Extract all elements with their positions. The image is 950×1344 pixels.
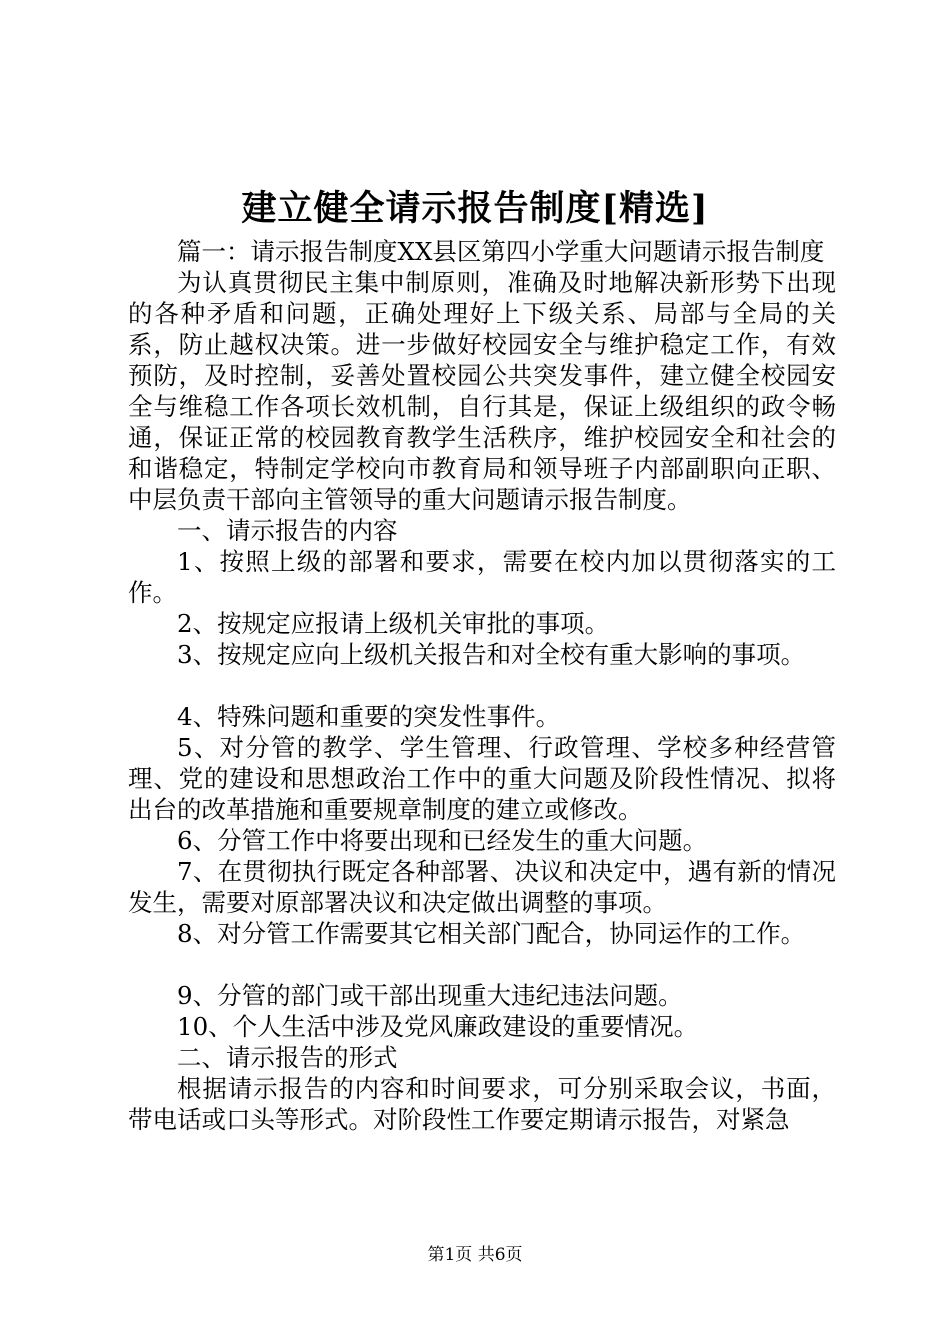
section-heading-content: 一、请示报告的内容	[177, 516, 398, 545]
document-body	[128, 236, 836, 1135]
paragraph-intro: 为认真贯彻民主集中制原则，准确及时地解决新形势下出现的各种矛盾和问题，正确处理好上下级关系、局部与全局的关系，防止越权决策。进一步做好校园安全与维护稳定工作，有效预防，及时控制，妥善处置校园公共突发事件，建立健全校园安全与维稳工作各项长效机制，自行其是，保证上级组织的政令畅通，保证正常的校园教育教学生活秩序，维护校园安全和社会的和谐稳定，特制定学校向市教育局和领导班子内部副职向正职、中层负责干部向主管领导的重大问题请示报告制度。	[128, 268, 836, 514]
document-title: 建立健全请示报告制度[精选]	[241, 188, 709, 229]
list-item-1: 1、按照上级的部署和要求，需要在校内加以贯彻落实的工作。	[128, 547, 836, 607]
blank-line	[128, 670, 836, 701]
section-heading-form: 二、请示报告的形式	[177, 1043, 398, 1072]
list-item-3: 3、按规定应向上级机关报告和对全校有重大影响的事项。	[177, 640, 806, 669]
blank-line	[128, 949, 836, 980]
list-item-8: 8、对分管工作需要其它相关部门配合，协同运作的工作。	[177, 919, 806, 948]
paragraph-form-description: 根据请示报告的内容和时间要求，可分别采取会议，书面，带电话或口头等形式。对阶段性工作要定期请示报告，对紧急	[128, 1074, 836, 1134]
list-item-5: 5、对分管的教学、学生管理、行政管理、学校多种经营管理、党的建设和思想政治工作中的重大问题及阶段性情况、拟将出台的改革措施和重要规章制度的建立或修改。	[128, 733, 836, 824]
list-item-7: 7、在贯彻执行既定各种部署、决议和决定中，遇有新的情况发生，需要对原部署决议和决定做出调整的事项。	[128, 857, 836, 917]
paragraph-heading-part1: 篇一：请示报告制度XX县区第四小学重大问题请示报告制度	[177, 237, 825, 266]
list-item-10: 10、个人生活中涉及党风廉政建设的重要情况。	[177, 1012, 699, 1041]
page-footer: 第1页 共6页	[427, 1245, 523, 1265]
list-item-9: 9、分管的部门或干部出现重大违纪违法问题。	[177, 981, 683, 1010]
list-item-6: 6、分管工作中将要出现和已经发生的重大问题。	[177, 826, 708, 855]
list-item-4: 4、特殊问题和重要的突发性事件。	[177, 702, 561, 731]
list-item-2: 2、按规定应报请上级机关审批的事项。	[177, 609, 610, 638]
